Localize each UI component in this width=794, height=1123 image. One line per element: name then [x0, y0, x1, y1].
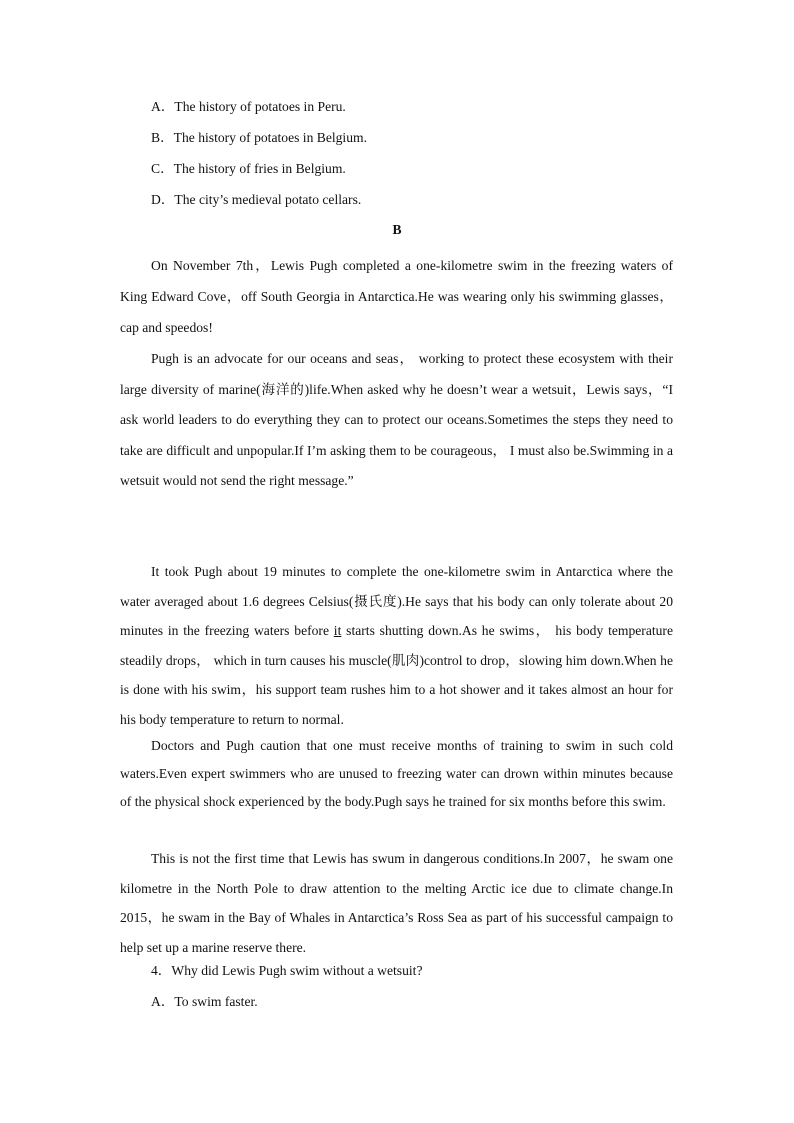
passage-paragraph-1: On November 7th，Lewis Pugh completed a one-kilometre swim in the freezing waters of King Edward Cove，off South Georgia in Antarctica.He was wearing only his swimming glasses，cap and speedos! [120, 258, 673, 335]
option-text: The history of potatoes in Belgium. [173, 130, 367, 145]
passage-paragraph-5: This is not the first time that Lewis has swum in dangerous conditions.In 2007，he swam one kilometre in the North Pole to draw attention to the melting Arctic ice due to climate change.In 2015，he swam in the Bay of Whales in Antarctica’s Ross Sea as part of his successful campaign to help set up a marine reserve there. [120, 851, 673, 955]
passage-paragraph-3: It took Pugh about 19 minutes to complete the one-kilometre swim in Antarctica where the water averaged about 1.6 degrees Celsius(摄氏度).He says that his body can only tolerate about 20 minutes in the freezing waters before it starts shutting down.As he swims， his body temperature steadily drops， which in turn causes his muscle(肌肉)control to drop，slowing him down.When he is done with his swim，his support team rushes him to a hot shower and it takes almost an hour for his body temperature to return to normal. [120, 564, 673, 727]
passage-paragraph-2: Pugh is an advocate for our oceans and seas， working to protect these ecosystem with their large diversity of marine(海洋的)life.When asked why he doesn’t wear a wetsuit，Lewis says，“I ask world leaders to do everything they can to protect our oceans.Sometimes the steps they need to take are difficult and unpopular.If I’m asking them to be courageous， I must also be.Swimming in a wetsuit would not send the right message.” [120, 351, 673, 488]
passage-paragraph-4: Doctors and Pugh caution that one must receive months of training to swim in such cold waters.Even expert swimmers who are unused to freezing water can drown within minutes because of the physical shock experienced by the body.Pugh says he trained for six months before this swim. [120, 738, 673, 809]
underlined-word: it [333, 623, 342, 638]
option-letter: A． [151, 99, 175, 114]
option-text: The history of fries in Belgium. [173, 161, 346, 176]
question-4-option-a [151, 993, 258, 1011]
option-text: To swim faster. [174, 994, 258, 1009]
option-letter: D． [151, 192, 175, 207]
option-a-prev [151, 98, 346, 116]
option-text: The city’s medieval potato cellars. [174, 192, 362, 207]
section-title: B [392, 222, 402, 237]
option-letter: A． [151, 994, 175, 1009]
question-4 [151, 962, 422, 980]
option-c-prev [151, 160, 346, 178]
option-b-prev [151, 129, 367, 147]
option-text: The history of potatoes in Peru. [174, 99, 346, 114]
option-letter: B． [151, 130, 174, 145]
option-d-prev [151, 191, 361, 209]
option-letter: C． [151, 161, 174, 176]
question-text: Why did Lewis Pugh swim without a wetsuit? [171, 963, 423, 978]
question-number: 4． [151, 963, 172, 978]
